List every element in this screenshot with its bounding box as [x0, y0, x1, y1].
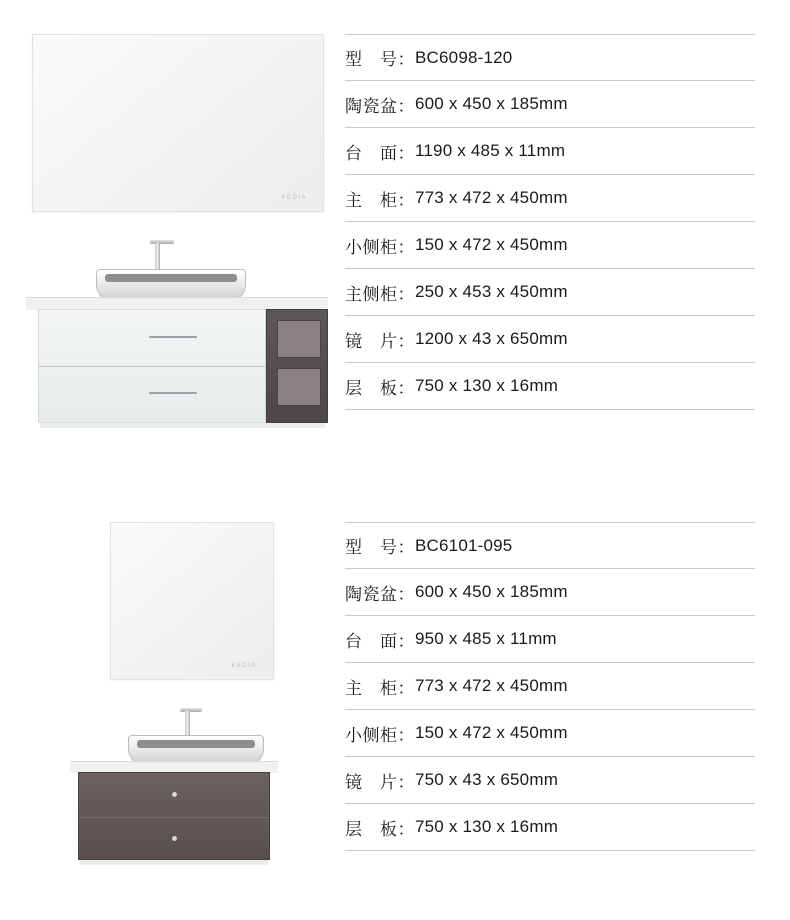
faucet-stem-icon [185, 711, 190, 737]
cabinet-shadow [80, 860, 268, 865]
spec-label: 台 面： [345, 631, 415, 651]
drawer-knob-top [172, 792, 177, 797]
spec-label: 主侧柜： [345, 284, 415, 304]
spec-value: 773 x 472 x 450mm [415, 676, 568, 695]
spec-row [345, 128, 755, 175]
spec-value: 750 x 43 x 650mm [415, 770, 559, 789]
spec-row [345, 804, 755, 851]
spec-label: 层 板： [345, 819, 415, 839]
spec-value: BC6098-120 [415, 47, 513, 67]
spec-table [345, 522, 755, 851]
spec-label: 主 柜： [345, 678, 415, 698]
faucet-spout-icon [150, 240, 174, 244]
spec-value: 250 x 453 x 450mm [415, 282, 568, 301]
product-illustration [0, 0, 345, 470]
spec-row [345, 175, 755, 222]
spec-label: 镜 片： [345, 331, 415, 351]
spec-table [345, 34, 755, 410]
spec-row [345, 757, 755, 804]
basin-rim [137, 740, 255, 748]
spec-label: 陶瓷盆： [345, 96, 415, 116]
spec-row [345, 81, 755, 128]
main-cabinet [38, 309, 266, 423]
brand-mark: KEDIA [231, 663, 257, 669]
cabinet-shadow [40, 423, 326, 428]
spec-row [345, 569, 755, 616]
product-illustration [0, 470, 345, 920]
basin-rim [105, 274, 237, 282]
mirror-panel [32, 34, 324, 212]
spec-value: 1190 x 485 x 11mm [415, 141, 566, 160]
spec-value: BC6101-095 [415, 535, 513, 555]
drawer-divider [39, 366, 265, 367]
spec-row [345, 363, 755, 410]
shelf-opening-top [277, 320, 321, 358]
spec-value: 950 x 485 x 11mm [415, 629, 557, 648]
spec-label: 型 号： [345, 538, 415, 557]
spec-value: 750 x 130 x 16mm [415, 817, 559, 836]
mirror-panel [110, 522, 274, 680]
spec-label: 型 号： [345, 50, 415, 69]
brand-mark: KEDIA [281, 195, 307, 201]
spec-label: 镜 片： [345, 772, 415, 792]
spec-value: 600 x 450 x 185mm [415, 582, 568, 601]
spec-value: 1200 x 43 x 650mm [415, 329, 568, 348]
drawer-handle-bottom [149, 392, 197, 394]
spec-value: 150 x 472 x 450mm [415, 235, 568, 254]
spec-value: 750 x 130 x 16mm [415, 376, 559, 395]
shelf-opening-bottom [277, 368, 321, 406]
spec-label: 小侧柜： [345, 237, 415, 257]
main-cabinet [78, 772, 270, 860]
faucet-stem-icon [155, 243, 160, 271]
spec-row [345, 616, 755, 663]
spec-row [345, 34, 755, 81]
spec-row [345, 710, 755, 757]
side-cabinet [266, 309, 328, 423]
product-block [0, 470, 790, 920]
drawer-knob-bottom [172, 836, 177, 841]
spec-value: 773 x 472 x 450mm [415, 188, 568, 207]
drawer-divider [79, 817, 269, 818]
spec-row [345, 269, 755, 316]
spec-label: 主 柜： [345, 190, 415, 210]
spec-row [345, 522, 755, 569]
spec-row [345, 222, 755, 269]
spec-value: 150 x 472 x 450mm [415, 723, 568, 742]
drawer-handle-top [149, 336, 197, 338]
spec-row [345, 316, 755, 363]
spec-value: 600 x 450 x 185mm [415, 94, 568, 113]
spec-label: 陶瓷盆： [345, 584, 415, 604]
spec-label: 层 板： [345, 378, 415, 398]
spec-label: 小侧柜： [345, 725, 415, 745]
spec-label: 台 面： [345, 143, 415, 163]
faucet-spout-icon [180, 708, 202, 712]
spec-row [345, 663, 755, 710]
